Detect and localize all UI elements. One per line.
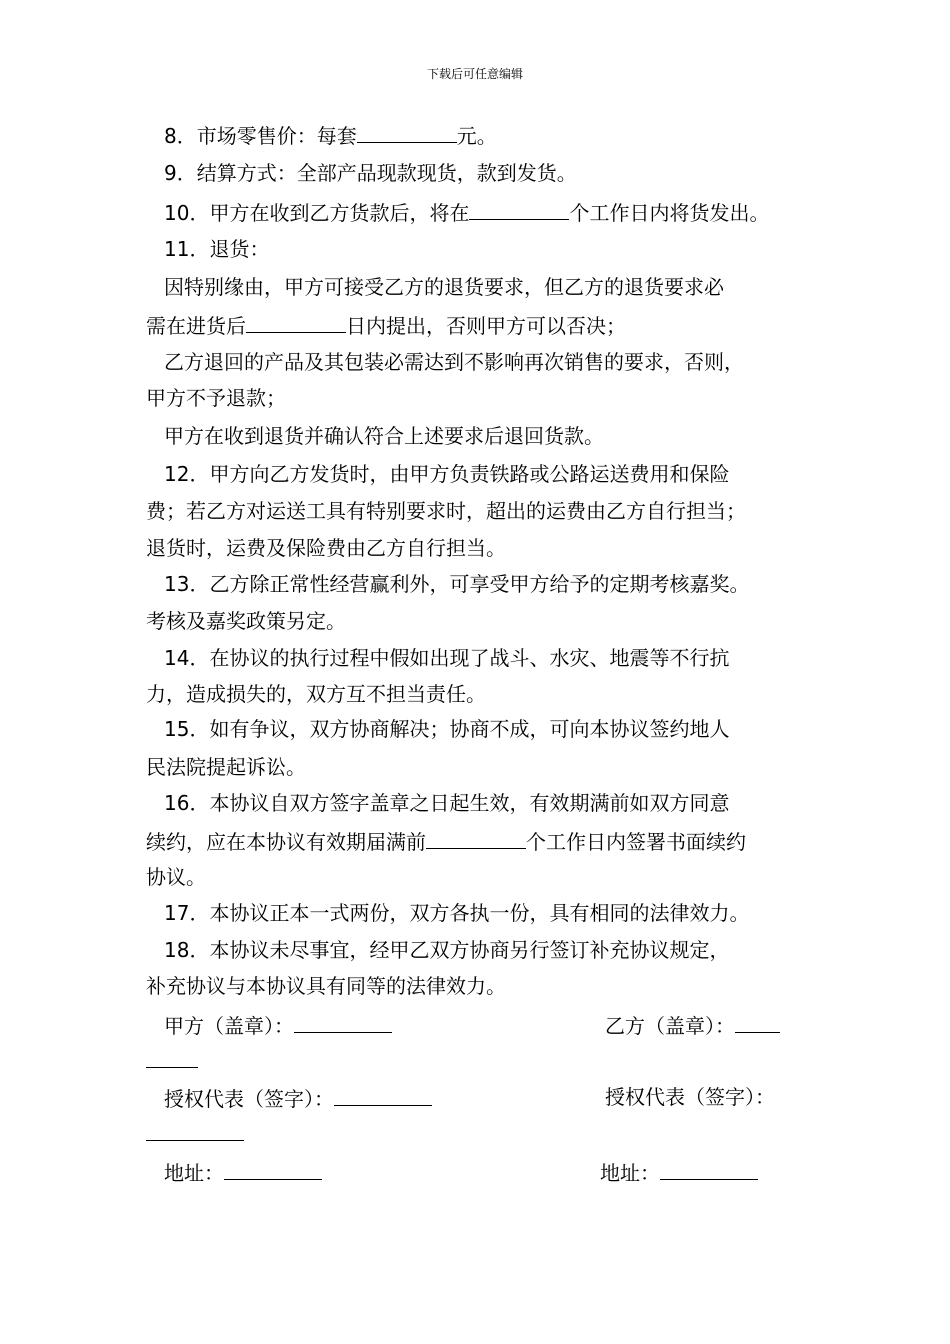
address-b-label: 地址： [600,1161,660,1185]
party-b-seal-continuation [146,1045,198,1073]
address-a [164,1157,322,1185]
clause-11-line-3: 乙方退回的产品及其包装必需达到不影响再次销售的要求，否则， [164,350,744,374]
clause-10-suffix: 个工作日内将货发出。 [569,201,770,225]
party-a-seal-blank [294,1010,392,1033]
rep-b-label: 授权代表（签字）： [605,1085,775,1109]
clause-11-line-2 [146,310,626,338]
clause-12-line-1: 12．甲方向乙方发货时，由甲方负责铁路或公路运送费用和保险 [164,462,730,486]
clause-18-line-2: 补充协议与本协议具有同等的法律效力。 [146,974,506,998]
party-b-seal [605,1010,780,1038]
page-header: 下载后可任意编辑 [426,67,523,81]
clause-13-line-1: 13．乙方除正常性经营赢利外，可享受甲方给予的定期考核嘉奖。 [164,572,750,596]
clause-11-line-2-text: 需在进货后 [146,314,246,338]
clause-18-line-1: 18．本协议未尽事宜，经甲乙双方协商另行签订补充协议规定， [164,938,730,962]
clause-8 [164,120,497,148]
rep-a-blank [334,1083,432,1106]
clause-10-text: 10．甲方在收到乙方货款后，将在 [164,201,470,225]
clause-9: 9．结算方式：全部产品现款现货，款到发货。 [164,161,577,185]
return-days-blank [246,310,346,333]
address-b-blank [660,1157,758,1180]
address-b [600,1157,758,1185]
clause-8-suffix: 元。 [456,124,497,148]
clause-11-line-2-suffix: 日内提出，否则甲方可以否决； [346,314,626,338]
clause-14-line-1: 14．在协议的执行过程中假如出现了战斗、水灾、地震等不行抗 [164,646,730,670]
party-a-seal [164,1010,392,1038]
clause-13-line-2: 考核及嘉奖政策另定。 [146,609,346,633]
clause-11-title: 11．退货： [164,237,270,261]
address-a-blank [224,1157,322,1180]
clause-15-line-2: 民法院提起诉讼。 [146,755,306,779]
clause-16-line-2 [146,826,746,854]
clause-17: 17．本协议正本一式两份，双方各执一份，具有相同的法律效力。 [164,901,750,925]
clause-16-line-2-suffix: 个工作日内签署书面续约 [526,830,746,854]
address-a-label: 地址： [164,1161,224,1185]
clause-8-text: 8．市场零售价：每套 [164,124,357,148]
clause-12-line-2: 费；若乙方对运送工具有特别要求时，超出的运费由乙方自行担当； [146,499,746,523]
rep-b-blank [146,1118,244,1141]
clause-15-line-1: 15．如有争议，双方协商解决；协商不成，可向本协议签约地人 [164,717,730,741]
renewal-days-blank [426,826,526,849]
clause-11-line-1: 因特别缘由，甲方可接受乙方的退货要求，但乙方的退货要求必 [164,275,724,299]
clause-16-line-2-text: 续约，应在本协议有效期届满前 [146,830,426,854]
rep-a-signature [164,1083,432,1111]
clause-10 [164,197,769,225]
retail-price-blank [357,120,457,143]
rep-a-label: 授权代表（签字）： [164,1087,334,1111]
clause-11-line-5: 甲方在收到退货并确认符合上述要求后退回货款。 [164,424,604,448]
clause-14-line-2: 力，造成损失的，双方互不担当责任。 [146,682,486,706]
clause-16-line-3: 协议。 [146,865,206,889]
clause-16-line-1: 16．本协议自双方签字盖章之日起生效，有效期满前如双方同意 [164,791,730,815]
party-a-seal-label: 甲方（盖章）： [164,1014,294,1038]
party-b-seal-blank-cont [146,1045,198,1068]
rep-b-signature [605,1083,775,1111]
delivery-days-blank [469,197,569,220]
clause-11-line-4: 甲方不予退款； [146,386,286,410]
rep-b-signature-continuation [146,1118,244,1146]
clause-12-line-3: 退货时，运费及保险费由乙方自行担当。 [146,536,506,560]
party-b-seal-label: 乙方（盖章）： [605,1014,735,1038]
party-b-seal-blank [735,1010,780,1033]
